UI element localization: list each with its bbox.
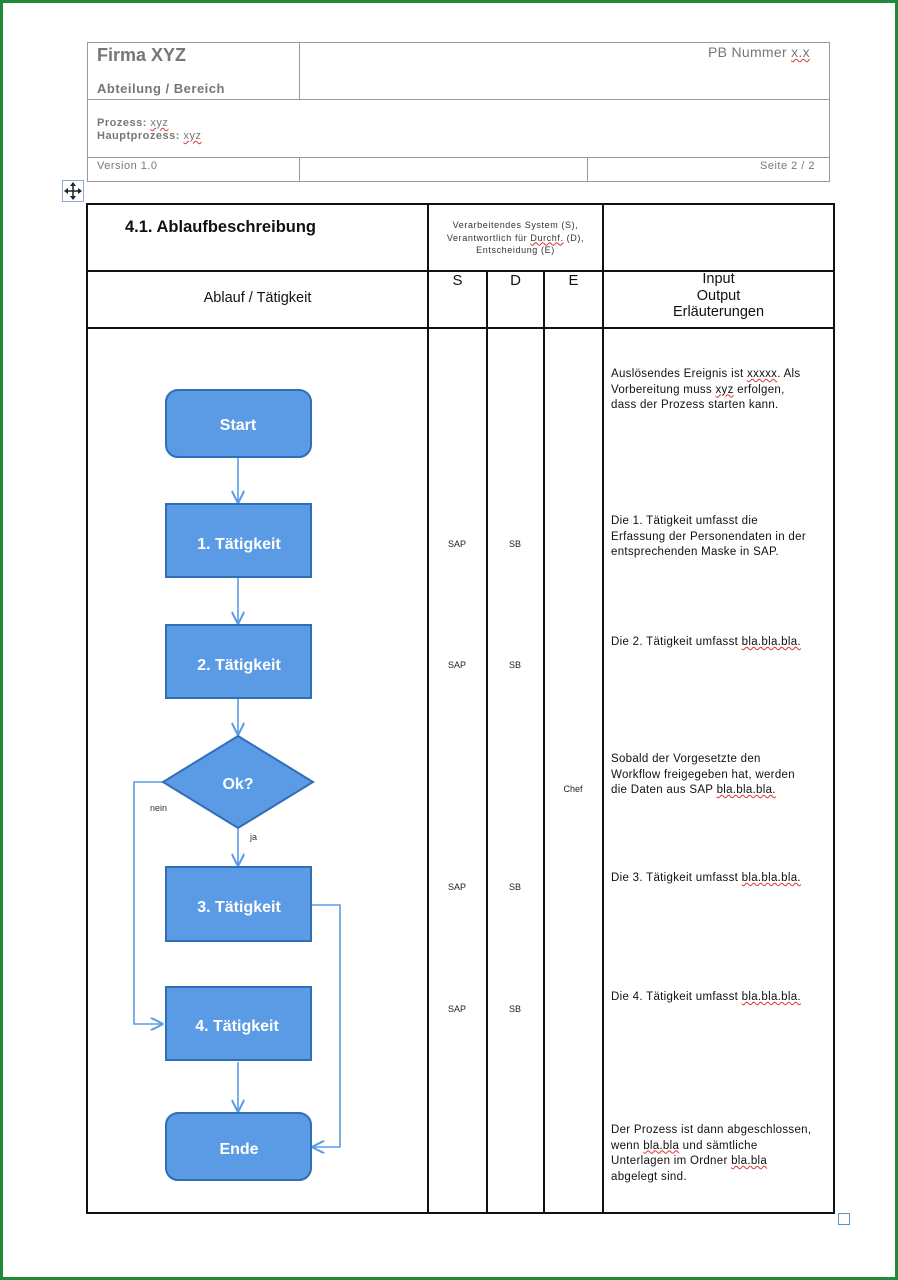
company-name: Firma XYZ bbox=[97, 45, 187, 65]
description-decision bbox=[611, 752, 795, 799]
desc-text: Workflow freigegeben hat, werden bbox=[611, 768, 795, 781]
description-step4 bbox=[611, 990, 801, 1006]
step2-system: SAP bbox=[447, 660, 466, 670]
legend-responsible-code: (D), bbox=[563, 232, 585, 243]
step3-responsible: SB bbox=[508, 882, 521, 892]
column-header-input: Input bbox=[702, 271, 735, 287]
connector-step3-end bbox=[312, 905, 340, 1147]
process-value: xyz bbox=[150, 117, 169, 129]
decision-no-label: nein bbox=[150, 803, 168, 813]
step1-system: SAP bbox=[447, 539, 466, 549]
description-step1 bbox=[611, 514, 806, 561]
desc-text: Unterlagen im Ordner bbox=[611, 1155, 732, 1167]
description-start bbox=[611, 367, 800, 414]
desc-text: die Daten aus SAP bbox=[611, 784, 717, 796]
legend-line-system: Verarbeitendes System (S), bbox=[452, 220, 579, 230]
desc-text: Erfassung der Personendaten in der bbox=[611, 530, 806, 543]
step4-label: 4. Tätigkeit bbox=[195, 1018, 279, 1035]
step4-responsible: SB bbox=[508, 1004, 521, 1014]
step1-label: 1. Tätigkeit bbox=[197, 536, 281, 553]
department-name: Abteilung / Bereich bbox=[97, 81, 225, 96]
desc-text: dass der Prozess starten kann. bbox=[611, 399, 779, 411]
main-process-label: Hauptprozess: bbox=[97, 130, 184, 142]
main-process-value: xyz bbox=[183, 130, 202, 142]
resize-square-icon[interactable] bbox=[838, 1213, 850, 1225]
step2-responsible: SB bbox=[508, 660, 521, 670]
end-label: Ende bbox=[219, 1141, 259, 1158]
desc-text: Die 3. Tätigkeit umfasst bbox=[611, 872, 742, 884]
description-step3 bbox=[611, 871, 801, 887]
version-label: Version 1.0 bbox=[97, 160, 158, 172]
desc-placeholder: bla.bla.bla. bbox=[716, 784, 776, 796]
desc-placeholder: bla.bla.bla. bbox=[741, 991, 801, 1003]
description-step2 bbox=[611, 635, 801, 651]
step1-responsible: SB bbox=[508, 539, 521, 549]
decision-yes-label: ja bbox=[250, 832, 258, 842]
desc-text: erfolgen, bbox=[733, 383, 785, 396]
legend-responsible-abbr: Durchf. bbox=[530, 232, 564, 243]
column-header-e: E bbox=[568, 272, 579, 289]
connector-decision-no bbox=[134, 782, 163, 1024]
desc-text: entsprechenden Maske in SAP. bbox=[611, 546, 780, 558]
step4-system: SAP bbox=[447, 1004, 466, 1014]
desc-placeholder: bla.bla.bla. bbox=[741, 636, 801, 648]
desc-text: Die 1. Tätigkeit umfasst die bbox=[611, 515, 758, 527]
step3-label: 3. Tätigkeit bbox=[197, 899, 281, 916]
desc-placeholder: bla.bla bbox=[731, 1155, 768, 1167]
column-header-notes: Erläuterungen bbox=[672, 304, 765, 320]
desc-text: Sobald der Vorgesetzte den bbox=[611, 753, 761, 765]
desc-placeholder: xxxxx bbox=[746, 368, 778, 380]
column-header-flow: Ablauf / Tätigkeit bbox=[203, 290, 312, 306]
legend-line-decision: Entscheidung (E) bbox=[476, 245, 555, 255]
column-header-output: Output bbox=[696, 287, 741, 304]
step2-label: 2. Tätigkeit bbox=[197, 657, 281, 674]
desc-text: Der Prozess ist dann abgeschlossen, bbox=[611, 1124, 812, 1136]
pb-number-value: x.x bbox=[791, 44, 810, 60]
desc-placeholder: bla.bla bbox=[643, 1139, 680, 1152]
start-label: Start bbox=[219, 417, 257, 434]
desc-placeholder: bla.bla.bla. bbox=[741, 872, 801, 884]
desc-text: und sämtliche bbox=[679, 1139, 758, 1152]
desc-text: Die 2. Tätigkeit umfasst bbox=[611, 636, 742, 648]
desc-text: Die 4. Tätigkeit umfasst bbox=[611, 991, 742, 1003]
decision-decider: Chef bbox=[563, 784, 583, 794]
desc-text: abgelegt sind. bbox=[611, 1170, 687, 1183]
desc-placeholder: xyz bbox=[715, 383, 734, 396]
desc-text: . Als bbox=[777, 368, 801, 380]
page-number: Seite 2 / 2 bbox=[760, 160, 816, 172]
process-label: Prozess: bbox=[97, 117, 151, 129]
column-header-d: D bbox=[510, 272, 521, 289]
desc-text: Vorbereitung muss bbox=[611, 383, 716, 396]
section-title: 4.1. Ablaufbeschreibung bbox=[125, 218, 317, 236]
column-header-s: S bbox=[452, 272, 463, 289]
desc-text: wenn bbox=[611, 1139, 644, 1152]
decision-label: Ok? bbox=[222, 776, 254, 793]
legend-responsible-label: Verantwortlich für bbox=[446, 232, 531, 243]
desc-text: Auslösendes Ereignis ist bbox=[611, 368, 747, 380]
step3-system: SAP bbox=[447, 882, 466, 892]
pb-number-label: PB Nummer bbox=[708, 44, 792, 60]
description-end bbox=[611, 1123, 811, 1185]
